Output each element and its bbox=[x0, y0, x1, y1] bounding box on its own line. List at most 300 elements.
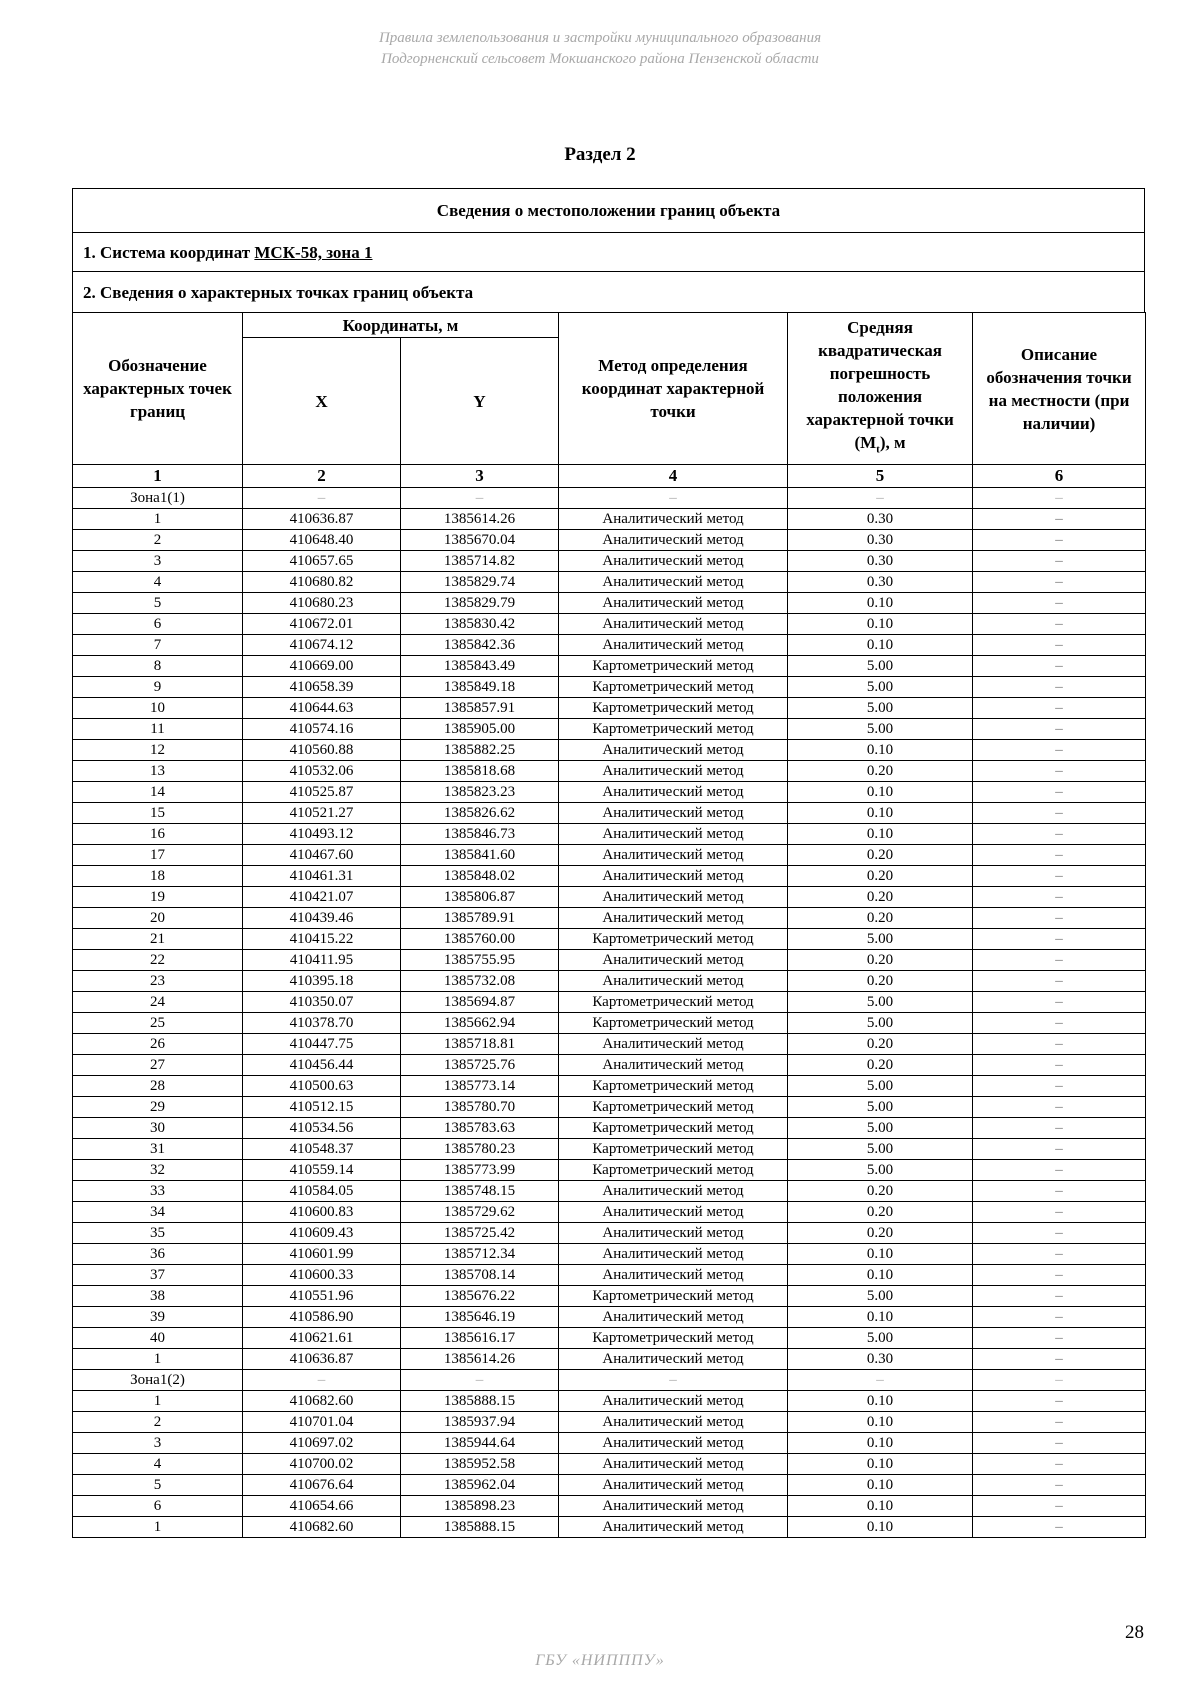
point-x: 410461.31 bbox=[243, 866, 401, 887]
point-method: Аналитический метод bbox=[559, 593, 788, 614]
point-description: – bbox=[973, 677, 1146, 698]
point-description: – bbox=[973, 1055, 1146, 1076]
column-number: 5 bbox=[788, 465, 973, 488]
point-method: Аналитический метод bbox=[559, 1244, 788, 1265]
table-row bbox=[73, 929, 1146, 950]
point-designation: 5 bbox=[73, 593, 243, 614]
point-description: – bbox=[973, 929, 1146, 950]
point-x: 410680.82 bbox=[243, 572, 401, 593]
point-method: Аналитический метод bbox=[559, 740, 788, 761]
point-method: Аналитический метод bbox=[559, 803, 788, 824]
point-error: 0.10 bbox=[788, 1496, 973, 1517]
point-error: – bbox=[788, 1370, 973, 1391]
table-row bbox=[73, 1202, 1146, 1223]
point-error: 0.10 bbox=[788, 782, 973, 803]
point-error: 5.00 bbox=[788, 656, 973, 677]
table-row bbox=[73, 1097, 1146, 1118]
point-y: 1385729.62 bbox=[401, 1202, 559, 1223]
point-method: Аналитический метод bbox=[559, 1475, 788, 1496]
point-x: 410574.16 bbox=[243, 719, 401, 740]
point-description: – bbox=[973, 551, 1146, 572]
point-description: – bbox=[973, 1139, 1146, 1160]
point-error: 0.10 bbox=[788, 1433, 973, 1454]
point-x: 410701.04 bbox=[243, 1412, 401, 1433]
point-method: Аналитический метод bbox=[559, 1496, 788, 1517]
point-x: – bbox=[243, 1370, 401, 1391]
point-designation: 37 bbox=[73, 1265, 243, 1286]
point-y: 1385849.18 bbox=[401, 677, 559, 698]
point-method: Аналитический метод bbox=[559, 824, 788, 845]
point-x: 410682.60 bbox=[243, 1517, 401, 1538]
point-error: 5.00 bbox=[788, 1139, 973, 1160]
point-error: 5.00 bbox=[788, 929, 973, 950]
point-designation: 17 bbox=[73, 845, 243, 866]
point-designation: 2 bbox=[73, 1412, 243, 1433]
point-designation: 8 bbox=[73, 656, 243, 677]
section-title: Раздел 2 bbox=[564, 144, 636, 165]
point-designation: 15 bbox=[73, 803, 243, 824]
point-method: Картометрический метод bbox=[559, 1097, 788, 1118]
point-method: Аналитический метод bbox=[559, 1391, 788, 1412]
table-row bbox=[73, 1328, 1146, 1349]
point-x: 410697.02 bbox=[243, 1433, 401, 1454]
point-x: 410609.43 bbox=[243, 1223, 401, 1244]
point-description: – bbox=[973, 1328, 1146, 1349]
column-header-x: X bbox=[243, 338, 401, 465]
point-designation: 19 bbox=[73, 887, 243, 908]
point-x: 410548.37 bbox=[243, 1139, 401, 1160]
point-error: 0.20 bbox=[788, 1055, 973, 1076]
zone-row bbox=[73, 1370, 1146, 1391]
point-designation: 21 bbox=[73, 929, 243, 950]
point-x: 410669.00 bbox=[243, 656, 401, 677]
coordinates-table bbox=[72, 312, 1146, 1538]
point-description: – bbox=[973, 866, 1146, 887]
point-method: Аналитический метод bbox=[559, 1223, 788, 1244]
point-method: Картометрический метод bbox=[559, 992, 788, 1013]
point-x: 410521.27 bbox=[243, 803, 401, 824]
column-header-description: Описание обозначения точки на местности (при наличии) bbox=[973, 313, 1146, 465]
table-row bbox=[73, 1454, 1146, 1475]
point-method: Аналитический метод bbox=[559, 551, 788, 572]
point-y: 1385905.00 bbox=[401, 719, 559, 740]
point-x: 410600.33 bbox=[243, 1265, 401, 1286]
point-y: 1385848.02 bbox=[401, 866, 559, 887]
point-method: Аналитический метод bbox=[559, 908, 788, 929]
table-row bbox=[73, 509, 1146, 530]
point-error: 0.10 bbox=[788, 1391, 973, 1412]
point-x: 410421.07 bbox=[243, 887, 401, 908]
table-row bbox=[73, 1244, 1146, 1265]
point-y: 1385952.58 bbox=[401, 1454, 559, 1475]
point-designation: 33 bbox=[73, 1181, 243, 1202]
point-y: 1385773.99 bbox=[401, 1160, 559, 1181]
table-row bbox=[73, 1223, 1146, 1244]
point-x: 410657.65 bbox=[243, 551, 401, 572]
point-description: – bbox=[973, 1370, 1146, 1391]
coord-system-prefix: 1. Система координат bbox=[83, 243, 255, 262]
point-x: 410636.87 bbox=[243, 1349, 401, 1370]
point-y: 1385888.15 bbox=[401, 1517, 559, 1538]
point-description: – bbox=[973, 593, 1146, 614]
point-y: 1385646.19 bbox=[401, 1307, 559, 1328]
point-y: 1385882.25 bbox=[401, 740, 559, 761]
point-y: 1385846.73 bbox=[401, 824, 559, 845]
point-error: 5.00 bbox=[788, 719, 973, 740]
point-error: 5.00 bbox=[788, 698, 973, 719]
point-x: 410378.70 bbox=[243, 1013, 401, 1034]
table-row bbox=[73, 1475, 1146, 1496]
point-x: 410532.06 bbox=[243, 761, 401, 782]
table-row bbox=[73, 1055, 1146, 1076]
column-number: 2 bbox=[243, 465, 401, 488]
point-method: Аналитический метод bbox=[559, 866, 788, 887]
point-method: Аналитический метод bbox=[559, 761, 788, 782]
point-description: – bbox=[973, 1160, 1146, 1181]
point-description: – bbox=[973, 1412, 1146, 1433]
point-error: 5.00 bbox=[788, 1328, 973, 1349]
table-row bbox=[73, 1139, 1146, 1160]
point-description: – bbox=[973, 908, 1146, 929]
point-error: 0.20 bbox=[788, 1202, 973, 1223]
point-designation: 3 bbox=[73, 551, 243, 572]
point-x: 410560.88 bbox=[243, 740, 401, 761]
point-x: 410674.12 bbox=[243, 635, 401, 656]
point-x: 410621.61 bbox=[243, 1328, 401, 1349]
point-description: – bbox=[973, 971, 1146, 992]
point-description: – bbox=[973, 887, 1146, 908]
point-designation: 32 bbox=[73, 1160, 243, 1181]
point-error: 0.20 bbox=[788, 908, 973, 929]
point-x: 410525.87 bbox=[243, 782, 401, 803]
point-method: Аналитический метод bbox=[559, 782, 788, 803]
column-header-y: Y bbox=[401, 338, 559, 465]
point-error: 0.10 bbox=[788, 1475, 973, 1496]
point-y: 1385614.26 bbox=[401, 1349, 559, 1370]
point-x: 410395.18 bbox=[243, 971, 401, 992]
point-description: – bbox=[973, 740, 1146, 761]
point-method: Аналитический метод bbox=[559, 1307, 788, 1328]
point-y: 1385829.74 bbox=[401, 572, 559, 593]
point-y: 1385725.76 bbox=[401, 1055, 559, 1076]
table-row bbox=[73, 1307, 1146, 1328]
point-designation: 27 bbox=[73, 1055, 243, 1076]
point-designation: 12 bbox=[73, 740, 243, 761]
point-method: Картометрический метод bbox=[559, 1013, 788, 1034]
point-description: – bbox=[973, 824, 1146, 845]
header-line-1: Правила землепользования и застройки муниципального образования bbox=[378, 30, 822, 46]
point-method: Картометрический метод bbox=[559, 1076, 788, 1097]
point-description: – bbox=[973, 845, 1146, 866]
table-row bbox=[73, 1517, 1146, 1538]
point-error: 0.10 bbox=[788, 614, 973, 635]
point-x: 410493.12 bbox=[243, 824, 401, 845]
point-y: 1385718.81 bbox=[401, 1034, 559, 1055]
point-description: – bbox=[973, 992, 1146, 1013]
table-row bbox=[73, 635, 1146, 656]
point-y: 1385962.04 bbox=[401, 1475, 559, 1496]
point-error: 0.10 bbox=[788, 1454, 973, 1475]
point-x: 410584.05 bbox=[243, 1181, 401, 1202]
table-row bbox=[73, 950, 1146, 971]
point-description: – bbox=[973, 698, 1146, 719]
point-method: Аналитический метод bbox=[559, 509, 788, 530]
point-y: 1385725.42 bbox=[401, 1223, 559, 1244]
point-error: 5.00 bbox=[788, 992, 973, 1013]
point-y: – bbox=[401, 1370, 559, 1391]
table-row bbox=[73, 908, 1146, 929]
point-method: Аналитический метод bbox=[559, 1202, 788, 1223]
point-description: – bbox=[973, 1517, 1146, 1538]
point-designation: 20 bbox=[73, 908, 243, 929]
point-y: – bbox=[401, 488, 559, 509]
table-row bbox=[73, 824, 1146, 845]
point-error: 0.10 bbox=[788, 803, 973, 824]
point-designation: 23 bbox=[73, 971, 243, 992]
point-x: 410636.87 bbox=[243, 509, 401, 530]
table-row bbox=[73, 1181, 1146, 1202]
point-y: 1385829.79 bbox=[401, 593, 559, 614]
point-method: Аналитический метод bbox=[559, 1349, 788, 1370]
column-numbers-row bbox=[73, 465, 1146, 488]
point-description: – bbox=[973, 1391, 1146, 1412]
point-designation: 38 bbox=[73, 1286, 243, 1307]
table-row bbox=[73, 1076, 1146, 1097]
point-x: 410411.95 bbox=[243, 950, 401, 971]
table-row bbox=[73, 1286, 1146, 1307]
table-row bbox=[73, 656, 1146, 677]
point-method: – bbox=[559, 1370, 788, 1391]
point-error: 0.30 bbox=[788, 551, 973, 572]
point-description: – bbox=[973, 1244, 1146, 1265]
point-method: Аналитический метод bbox=[559, 1454, 788, 1475]
point-method: Картометрический метод bbox=[559, 1118, 788, 1139]
table-row bbox=[73, 1496, 1146, 1517]
point-method: – bbox=[559, 488, 788, 509]
point-designation: 1 bbox=[73, 509, 243, 530]
point-description: – bbox=[973, 530, 1146, 551]
table-row bbox=[73, 782, 1146, 803]
points-heading: 2. Сведения о характерных точках границ объекта bbox=[72, 271, 1145, 312]
point-y: 1385760.00 bbox=[401, 929, 559, 950]
point-method: Картометрический метод bbox=[559, 929, 788, 950]
point-x: 410600.83 bbox=[243, 1202, 401, 1223]
point-description: – bbox=[973, 1202, 1146, 1223]
point-y: 1385780.23 bbox=[401, 1139, 559, 1160]
point-y: 1385806.87 bbox=[401, 887, 559, 908]
point-y: 1385773.14 bbox=[401, 1076, 559, 1097]
point-y: 1385898.23 bbox=[401, 1496, 559, 1517]
point-method: Аналитический метод bbox=[559, 1055, 788, 1076]
point-description: – bbox=[973, 1013, 1146, 1034]
point-y: 1385841.60 bbox=[401, 845, 559, 866]
column-number: 3 bbox=[401, 465, 559, 488]
point-y: 1385818.68 bbox=[401, 761, 559, 782]
point-error: 5.00 bbox=[788, 1160, 973, 1181]
point-x: 410654.66 bbox=[243, 1496, 401, 1517]
point-designation: 16 bbox=[73, 824, 243, 845]
point-designation: 5 bbox=[73, 1475, 243, 1496]
point-description: – bbox=[973, 719, 1146, 740]
point-y: 1385843.49 bbox=[401, 656, 559, 677]
table-row bbox=[73, 1433, 1146, 1454]
point-description: – bbox=[973, 1181, 1146, 1202]
running-header bbox=[0, 28, 1200, 70]
point-y: 1385712.34 bbox=[401, 1244, 559, 1265]
point-x: 410512.15 bbox=[243, 1097, 401, 1118]
column-number: 1 bbox=[73, 465, 243, 488]
point-x: 410644.63 bbox=[243, 698, 401, 719]
point-designation: 3 bbox=[73, 1433, 243, 1454]
table-row bbox=[73, 887, 1146, 908]
point-designation: Зона1(2) bbox=[73, 1370, 243, 1391]
point-x: – bbox=[243, 488, 401, 509]
table-title: Сведения о местоположении границ объекта bbox=[72, 188, 1145, 232]
point-method: Картометрический метод bbox=[559, 698, 788, 719]
point-y: 1385616.17 bbox=[401, 1328, 559, 1349]
point-x: 410680.23 bbox=[243, 593, 401, 614]
point-designation: 18 bbox=[73, 866, 243, 887]
zone-row bbox=[73, 488, 1146, 509]
point-designation: 25 bbox=[73, 1013, 243, 1034]
point-error: 0.20 bbox=[788, 887, 973, 908]
point-description: – bbox=[973, 1475, 1146, 1496]
table-row bbox=[73, 740, 1146, 761]
point-designation: 31 bbox=[73, 1139, 243, 1160]
point-y: 1385748.15 bbox=[401, 1181, 559, 1202]
point-description: – bbox=[973, 509, 1146, 530]
point-designation: 2 bbox=[73, 530, 243, 551]
point-description: – bbox=[973, 950, 1146, 971]
point-designation: 39 bbox=[73, 1307, 243, 1328]
table-row bbox=[73, 803, 1146, 824]
point-designation: 6 bbox=[73, 614, 243, 635]
table-row bbox=[73, 1391, 1146, 1412]
point-x: 410559.14 bbox=[243, 1160, 401, 1181]
point-error: 0.10 bbox=[788, 824, 973, 845]
table-row bbox=[73, 1412, 1146, 1433]
point-x: 410439.46 bbox=[243, 908, 401, 929]
point-x: 410415.22 bbox=[243, 929, 401, 950]
table-row bbox=[73, 761, 1146, 782]
point-designation: 11 bbox=[73, 719, 243, 740]
point-error: 5.00 bbox=[788, 1286, 973, 1307]
point-x: 410672.01 bbox=[243, 614, 401, 635]
table-row bbox=[73, 698, 1146, 719]
table-row bbox=[73, 1034, 1146, 1055]
point-description: – bbox=[973, 1118, 1146, 1139]
point-method: Картометрический метод bbox=[559, 1160, 788, 1181]
point-y: 1385755.95 bbox=[401, 950, 559, 971]
point-x: 410456.44 bbox=[243, 1055, 401, 1076]
point-error: 0.30 bbox=[788, 509, 973, 530]
point-error: 5.00 bbox=[788, 677, 973, 698]
point-y: 1385944.64 bbox=[401, 1433, 559, 1454]
point-error: 0.20 bbox=[788, 866, 973, 887]
point-designation: 34 bbox=[73, 1202, 243, 1223]
point-description: – bbox=[973, 1076, 1146, 1097]
point-x: 410648.40 bbox=[243, 530, 401, 551]
table-row bbox=[73, 614, 1146, 635]
point-designation: 30 bbox=[73, 1118, 243, 1139]
point-y: 1385732.08 bbox=[401, 971, 559, 992]
column-number: 6 bbox=[973, 465, 1146, 488]
column-header-error-text: Средняя квадратическая погрешность положения характерной точки $(M_t)$, м bbox=[806, 317, 954, 456]
point-designation: 1 bbox=[73, 1517, 243, 1538]
column-header-designation: Обозначение характерных точек границ bbox=[73, 313, 243, 465]
point-method: Аналитический метод bbox=[559, 1265, 788, 1286]
point-error: 0.20 bbox=[788, 950, 973, 971]
point-designation: 10 bbox=[73, 698, 243, 719]
point-y: 1385830.42 bbox=[401, 614, 559, 635]
point-x: 410682.60 bbox=[243, 1391, 401, 1412]
point-method: Аналитический метод bbox=[559, 845, 788, 866]
table-row bbox=[73, 992, 1146, 1013]
point-method: Аналитический метод bbox=[559, 887, 788, 908]
point-method: Аналитический метод bbox=[559, 1181, 788, 1202]
point-method: Аналитический метод bbox=[559, 572, 788, 593]
point-method: Картометрический метод bbox=[559, 677, 788, 698]
column-number: 4 bbox=[559, 465, 788, 488]
table-row bbox=[73, 677, 1146, 698]
point-error: 5.00 bbox=[788, 1097, 973, 1118]
point-description: – bbox=[973, 572, 1146, 593]
point-y: 1385823.23 bbox=[401, 782, 559, 803]
column-header-method: Метод определения координат характерной точки bbox=[559, 313, 788, 465]
point-method: Аналитический метод bbox=[559, 1034, 788, 1055]
point-y: 1385937.94 bbox=[401, 1412, 559, 1433]
point-x: 410601.99 bbox=[243, 1244, 401, 1265]
point-x: 410551.96 bbox=[243, 1286, 401, 1307]
point-method: Аналитический метод bbox=[559, 614, 788, 635]
point-description: – bbox=[973, 635, 1146, 656]
point-error: 0.10 bbox=[788, 1265, 973, 1286]
point-y: 1385842.36 bbox=[401, 635, 559, 656]
point-description: – bbox=[973, 1034, 1146, 1055]
point-description: – bbox=[973, 1286, 1146, 1307]
point-error: 0.20 bbox=[788, 971, 973, 992]
point-y: 1385783.63 bbox=[401, 1118, 559, 1139]
point-y: 1385708.14 bbox=[401, 1265, 559, 1286]
point-designation: 1 bbox=[73, 1349, 243, 1370]
point-y: 1385662.94 bbox=[401, 1013, 559, 1034]
point-error: 5.00 bbox=[788, 1118, 973, 1139]
point-error: 0.20 bbox=[788, 1223, 973, 1244]
point-designation: 4 bbox=[73, 572, 243, 593]
point-designation: 26 bbox=[73, 1034, 243, 1055]
point-error: 0.20 bbox=[788, 845, 973, 866]
point-method: Картометрический метод bbox=[559, 1139, 788, 1160]
point-description: – bbox=[973, 803, 1146, 824]
point-description: – bbox=[973, 1265, 1146, 1286]
table-row bbox=[73, 593, 1146, 614]
point-description: – bbox=[973, 488, 1146, 509]
point-error: 0.10 bbox=[788, 635, 973, 656]
point-description: – bbox=[973, 1223, 1146, 1244]
point-designation: 28 bbox=[73, 1076, 243, 1097]
point-error: 0.30 bbox=[788, 572, 973, 593]
point-description: – bbox=[973, 1097, 1146, 1118]
point-x: 410447.75 bbox=[243, 1034, 401, 1055]
table-row bbox=[73, 1160, 1146, 1181]
point-method: Картометрический метод bbox=[559, 656, 788, 677]
point-designation: 6 bbox=[73, 1496, 243, 1517]
boundary-info-table bbox=[72, 188, 1145, 1538]
point-description: – bbox=[973, 1307, 1146, 1328]
point-method: Аналитический метод bbox=[559, 971, 788, 992]
point-y: 1385676.22 bbox=[401, 1286, 559, 1307]
column-header-error bbox=[788, 313, 973, 465]
